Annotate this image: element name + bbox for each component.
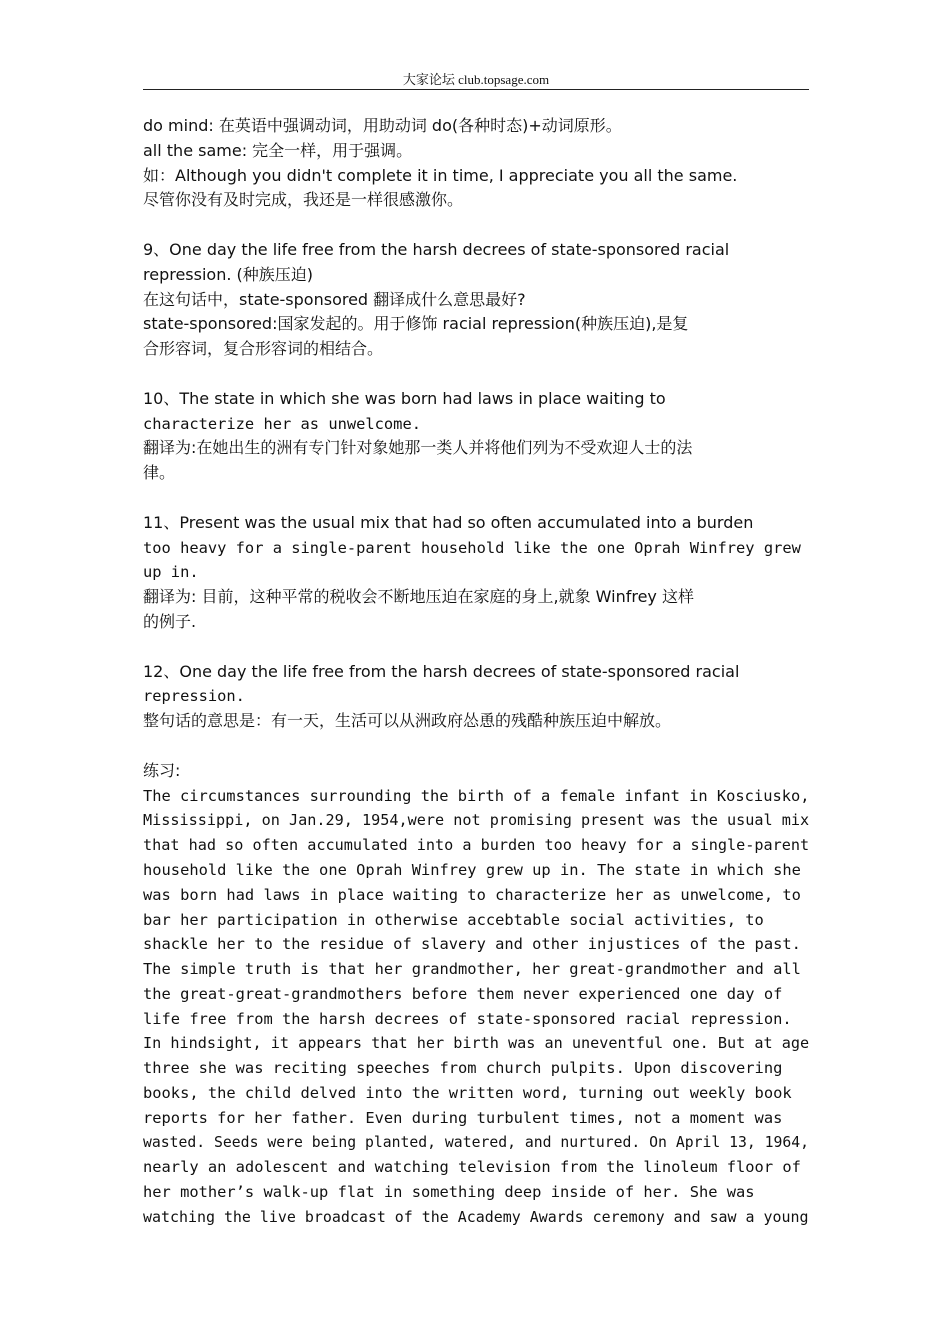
text-line: characterize her as unwelcome. [143, 414, 421, 433]
text-line: too heavy for a single-parent household like the one Oprah Winfrey grew [143, 538, 801, 557]
text-line: 练习: [143, 760, 181, 780]
text-line: nearly an adolescent and watching television from the linoleum floor of [143, 1158, 801, 1177]
text-line: 翻译为:在她出生的洲有专门针对象她那一类人并将他们列为不受欢迎人士的法 [143, 438, 693, 458]
text-line: three she was reciting speeches from church pulpits. Upon discovering [143, 1059, 783, 1078]
document-body [143, 114, 809, 1230]
text-line: was born had laws in place waiting to characterize her as unwelcome, to [143, 885, 801, 904]
text-line: 翻译为: 目前，这种平常的税收会不断地压迫在家庭的身上,就象 Winfrey 这样 [143, 587, 694, 607]
text-line: watching the live broadcast of the Academy Awards ceremony and saw a young [143, 1208, 809, 1227]
paragraph-spacer [143, 213, 809, 238]
text-line: 律。 [143, 463, 176, 483]
text-line: shackle her to the residue of slavery and other injustices of the past. [143, 935, 801, 954]
paragraph-spacer [143, 362, 809, 387]
page-header [143, 70, 809, 90]
text-line: 12、One day the life free from the harsh decrees of state-sponsored racial [143, 661, 740, 681]
text-line: 整句话的意思是：有一天，生活可以从洲政府怂恿的残酷种族压迫中解放。 [143, 711, 672, 731]
text-line: repression. [143, 687, 245, 706]
text-line: wasted. Seeds were being planted, watered, and nurtured. On April 13, 1964, [143, 1133, 810, 1151]
text-line: Mississippi, on Jan.29, 1954,were not promising present was the usual mix [143, 811, 810, 830]
text-line: that had so often accumulated into a burden too heavy for a single-parent [143, 836, 810, 855]
text-line: reports for her father. Even during turbulent times, not a moment was [143, 1108, 783, 1127]
paragraph-spacer [143, 734, 809, 759]
text-line: In hindsight, it appears that her birth was an uneventful one. But at age [143, 1034, 810, 1053]
text-line: The simple truth is that her grandmother, her great-grandmother and all [143, 960, 801, 979]
paragraph-spacer [143, 486, 809, 511]
text-line: up in. [143, 563, 199, 582]
text-line: repression. (种族压迫) [143, 264, 314, 284]
text-line: bar her participation in otherwise accebtable social activities, to [143, 910, 764, 929]
text-line: 在这句话中，state-sponsored 翻译成什么意思最好? [143, 289, 526, 309]
text-line: 尽管你没有及时完成，我还是一样很感激你。 [143, 190, 464, 210]
text-line: 9、One day the life free from the harsh decrees of state-sponsored racial [143, 239, 730, 259]
text-line: household like the one Oprah Winfrey grew up in. The state in which she [143, 860, 801, 879]
header-title: 大家论坛 club.topsage.com [402, 72, 550, 87]
text-line: the great-great-grandmothers before them never experienced one day of [143, 984, 783, 1003]
text-line: books, the child delved into the written word, turning out weekly book [143, 1084, 792, 1103]
text-line: her mother’s walk-up flat in something deep inside of her. She was [143, 1183, 755, 1202]
text-line: 11、Present was the usual mix that had so often accumulated into a burden [143, 512, 754, 532]
text-line: all the same: 完全一样，用于强调。 [143, 140, 413, 160]
text-line: 合形容词，复合形容词的相结合。 [143, 339, 384, 359]
text-line: life free from the harsh decrees of state-sponsored racial repression. [143, 1009, 792, 1028]
text-line: The circumstances surrounding the birth of a female infant in Kosciusko, [143, 786, 810, 805]
text-line: 的例子. [143, 611, 197, 631]
paragraph-spacer [143, 635, 809, 660]
text-line: 10、The state in which she was born had laws in place waiting to [143, 388, 666, 408]
text-line: state-sponsored:国家发起的。用于修饰 racial repression(种族压迫),是复 [143, 314, 689, 334]
text-line: do mind: 在英语中强调动词，用助动词 do(各种时态)+动词原形。 [143, 116, 622, 135]
text-line: 如：Although you didn't complete it in time, I appreciate you all the same. [143, 165, 738, 185]
